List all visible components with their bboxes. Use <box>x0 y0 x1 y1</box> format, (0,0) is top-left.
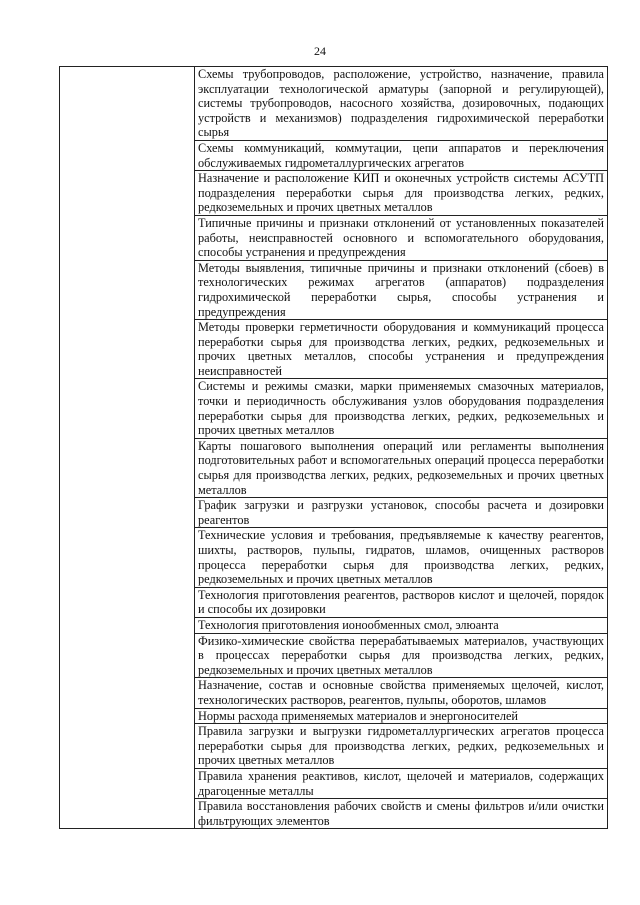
table-cell: Методы проверки герметичности оборудования и коммуникаций процесса переработки сырья для производства легких, редких, редкоземельных и прочих цветных металлов, способы устранения и предупреждения неисправностей <box>195 320 608 379</box>
table-cell: Карты пошагового выполнения операций или регламенты выполнения подготовительных работ и вспомогательных операций процесса переработки сырья для производства легких, редких, редкоземельных и прочих цветных металлов <box>195 438 608 497</box>
table-cell: Технология приготовления реагентов, растворов кислот и щелочей, порядок и способы их дозировки <box>195 587 608 617</box>
table-cell: Схемы коммуникаций, коммутации, цепи аппаратов и переключения обслуживаемых гидрометаллургических агрегатов <box>195 140 608 170</box>
table-cell: Типичные причины и признаки отклонений от установленных показателей работы, неисправностей основного и вспомогательного оборудования, способы устранения и предупреждения <box>195 215 608 260</box>
page-number: 24 <box>314 44 326 58</box>
table-cell: Нормы расхода применяемых материалов и энергоносителей <box>195 708 608 724</box>
table-cell: График загрузки и разгрузки установок, способы расчета и дозировки реагентов <box>195 498 608 528</box>
requirements-table <box>59 66 608 829</box>
requirements-table-body <box>60 67 608 829</box>
table-cell: Методы выявления, типичные причины и признаки отклонений (сбоев) в технологических режимах агрегатов (аппаратов) подразделения гидрохимической переработки сырья, способы устранения и предупреждения <box>195 260 608 319</box>
table-cell: Схемы трубопроводов, расположение, устройство, назначение, правила эксплуатации технологической арматуры (запорной и регулирующей), системы трубопроводов, насосного хозяйства, дозировочных, подающих устройств и механизмов) подразделения гидрохимической переработки сырья <box>195 67 608 141</box>
table-cell: Технические условия и требования, предъявляемые к качеству реагентов, шихты, растворов, пульпы, гидратов, шламов, очищенных растворов процесса переработки сырья для производства легких, редких, редкоземельных и прочих цветных металлов <box>195 528 608 587</box>
table-cell: Назначение и расположение КИП и оконечных устройств системы АСУТП подразделения переработки сырья для производства легких, редких, редкоземельных и прочих цветных металлов <box>195 171 608 216</box>
table-cell: Назначение, состав и основные свойства применяемых щелочей, кислот, технологических растворов, реагентов, пульпы, оборотов, шламов <box>195 678 608 708</box>
table-cell: Технология приготовления ионообменных смол, элюанта <box>195 617 608 633</box>
table-cell: Правила загрузки и выгрузки гидрометаллургических агрегатов процесса переработки сырья для производства легких, редких, редкоземельных и прочих цветных металлов <box>195 724 608 769</box>
table-cell: Правила хранения реактивов, кислот, щелочей и материалов, содержащих драгоценные металлы <box>195 768 608 798</box>
table-cell: Физико-химические свойства перерабатываемых материалов, участвующих в процессах переработки сырья для производства легких, редких, редкоземельных и прочих цветных металлов <box>195 633 608 678</box>
table-left-cell <box>60 67 195 829</box>
table-cell: Правила восстановления рабочих свойств и смены фильтров и/или очистки фильтрующих элементов <box>195 799 608 829</box>
table-row <box>60 67 608 141</box>
table-cell: Системы и режимы смазки, марки применяемых смазочных материалов, точки и периодичность обслуживания узлов оборудования подразделения переработки сырья для производства легких, редких, редкоземельных и прочих цветных металлов <box>195 379 608 438</box>
